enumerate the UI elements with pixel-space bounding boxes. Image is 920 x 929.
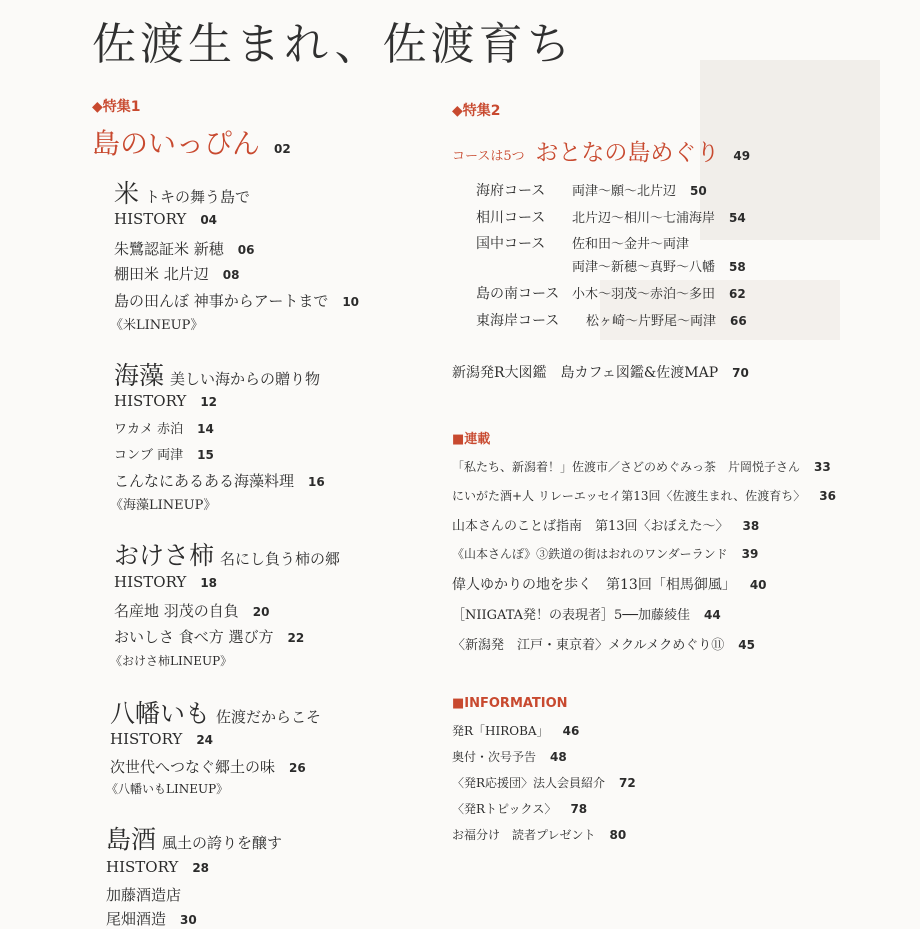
seaweed-lineup: 《海藻LINEUP》 bbox=[110, 498, 217, 513]
toc-item: 尾畑酒造 30 bbox=[106, 910, 197, 928]
serial-label: ■連載 bbox=[452, 432, 491, 447]
toc-item: 島の田んぼ 神事からアートまで 10 bbox=[114, 292, 360, 310]
feature1-title bbox=[92, 122, 291, 162]
toc-item: 加藤酒造店 bbox=[106, 886, 182, 904]
toc-item: コンブ 両津 15 bbox=[114, 448, 214, 463]
feature2-pre: コースは5つ bbox=[452, 149, 525, 164]
persimmon-heading: おけさ柿 名にし負う柿の郷 bbox=[114, 541, 341, 570]
rice-lineup: 《米LINEUP》 bbox=[110, 318, 204, 333]
serial-item: 偉人ゆかりの地を歩く 第13回「相馬御風」 40 bbox=[452, 577, 767, 593]
toc-item: 名産地 羽茂の自負 20 bbox=[114, 602, 270, 620]
toc-item: 棚田米 北片辺 08 bbox=[114, 265, 240, 283]
toc-item: ワカメ 赤泊 14 bbox=[114, 422, 214, 437]
page-number: 02 bbox=[274, 142, 291, 156]
serial-item: 《山本さんぽ》③鉄道の街はおれのワンダーランド 39 bbox=[452, 547, 759, 561]
course-item: 両津〜新穂〜真野〜八幡 58 bbox=[572, 260, 746, 275]
info-item: 発R「HIROBA」 46 bbox=[452, 724, 580, 738]
guide-item: 新潟発R大図鑑 島カフェ図鑑&佐渡MAP 70 bbox=[452, 365, 749, 381]
feature2-title bbox=[452, 134, 750, 167]
toc-item: おいしさ 食べ方 選び方 22 bbox=[114, 628, 305, 646]
info-item: 奥付・次号予告 48 bbox=[452, 750, 567, 764]
course-item: 海府コース 両津〜願〜北片辺 50 bbox=[476, 183, 707, 199]
potato-history: HISTORY 24 bbox=[110, 730, 214, 748]
persimmon-history: HISTORY 18 bbox=[114, 573, 218, 591]
toc-item: 朱鷺認証米 新穂 06 bbox=[114, 240, 255, 258]
toc-item: こんなにあるある海藻料理 16 bbox=[114, 472, 325, 490]
course-item: 島の南コース 小木〜羽茂〜赤泊〜多田 62 bbox=[476, 286, 746, 302]
course-item: 東海岸コース 松ヶ崎〜片野尾〜両津 66 bbox=[476, 313, 747, 329]
serial-item: 「私たち、新潟着！」佐渡市／さどのめぐみっ茶 片岡悦子さん 33 bbox=[452, 460, 831, 474]
page-number: 49 bbox=[733, 149, 751, 163]
serial-item: 〈新潟発 江戸・東京着〉メクルメクめぐり⑪ 45 bbox=[452, 638, 755, 653]
feature1-title-text: 島のいっぴん bbox=[92, 127, 261, 160]
info-item: 〈発Rトピックス〉 78 bbox=[452, 802, 588, 816]
sake-heading: 島酒 風土の誇りを醸す bbox=[106, 825, 283, 854]
rice-history: HISTORY 04 bbox=[114, 210, 218, 228]
page-title: 佐渡生まれ、佐渡育ち bbox=[92, 19, 575, 70]
toc-item: 次世代へつなぐ郷土の味 26 bbox=[110, 758, 306, 776]
sake-history: HISTORY 28 bbox=[106, 858, 210, 876]
seaweed-history: HISTORY 12 bbox=[114, 392, 218, 410]
serial-item: 山本さんのことば指南 第13回〈おぼえた〜〉 38 bbox=[452, 519, 760, 534]
course-item: 相川コース 北片辺〜相川〜七浦海岸 54 bbox=[476, 210, 746, 226]
info-item: お福分け 読者プレゼント 80 bbox=[452, 828, 627, 842]
rice-heading: 米トキの舞う島で bbox=[114, 179, 251, 208]
seaweed-heading: 海藻 美しい海からの贈り物 bbox=[114, 361, 321, 390]
persimmon-lineup: 《おけさ柿LINEUP》 bbox=[110, 654, 233, 668]
info-item: 〈発R応援団〉法人会員紹介 72 bbox=[452, 776, 636, 790]
course-item: 国中コース 佐和田〜金井〜両津 bbox=[476, 236, 690, 252]
potato-heading: 八幡いも 佐渡だからこそ bbox=[110, 699, 322, 728]
feature1-label: ◆特集1 bbox=[92, 99, 141, 115]
serial-item: にいがた酒+人 リレーエッセイ第13回〈佐渡生まれ、佐渡育ち〉 36 bbox=[452, 489, 836, 503]
serial-item: ［NIIGATA発！の表現者］5──加藤綾佳 44 bbox=[452, 608, 721, 623]
feature2-title-text: おとなの島めぐり bbox=[535, 140, 720, 166]
feature2-label: ◆特集2 bbox=[452, 103, 501, 119]
potato-lineup: 《八幡いもLINEUP》 bbox=[106, 782, 229, 796]
info-label: ■INFORMATION bbox=[452, 696, 568, 711]
